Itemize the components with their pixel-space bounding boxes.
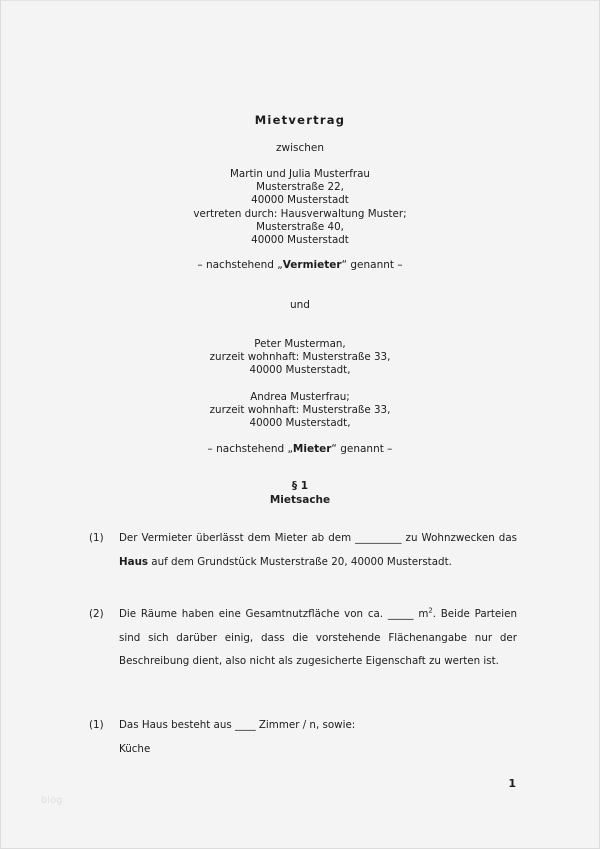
between-label: zwischen: [275, 142, 325, 154]
landlord-address-line: Musterstraße 40,: [256, 220, 344, 233]
landlord-address-line: Musterstraße 22,: [256, 181, 344, 194]
section-number: § 1: [291, 480, 309, 492]
clause-2: [89, 603, 517, 674]
tenant-designation-prefix: – nachstehend „: [207, 443, 293, 455]
landlord-designation-term: Vermieter: [282, 259, 342, 271]
clause-2-number: (2): [89, 608, 104, 620]
tenant-designation-term: Mieter: [292, 443, 332, 455]
tenant-2-address-line: zurzeit wohnhaft: Musterstraße 33,: [209, 404, 391, 417]
section-heading: [1, 480, 599, 507]
watermark: blog: [41, 795, 63, 806]
clause-2-text: [119, 603, 517, 674]
clause-3: [89, 714, 517, 738]
clause-1-text-after: auf dem Grundstück Musterstraße 20, 40000 Musterstadt.: [148, 555, 452, 568]
section-title: Mietsache: [269, 493, 331, 506]
tenant-2-address-line: 40000 Musterstadt,: [249, 417, 351, 430]
clause-1-bold-term: Haus: [119, 555, 149, 568]
list-item: Küche: [119, 743, 151, 755]
page-number: 1: [508, 777, 516, 790]
landlord-designation: [1, 259, 599, 271]
landlord-address-line: vertreten durch: Hausverwaltung Muster;: [193, 207, 407, 220]
clause-1-text: [119, 527, 517, 574]
tenant-1-address-line: Peter Musterman,: [254, 338, 346, 350]
clause-1: [89, 527, 517, 574]
landlord-address-line: 40000 Musterstadt: [251, 194, 349, 207]
landlord-address-block: [1, 168, 599, 247]
document-title: Mietvertrag: [254, 113, 346, 127]
tenant-2-address-block: [1, 391, 599, 431]
landlord-address-line: Martin und Julia Musterfrau: [230, 168, 370, 180]
clause-3-text: Das Haus besteht aus ____ Zimmer / n, sowie:: [119, 719, 356, 731]
landlord-address-line: 40000 Musterstadt: [251, 234, 349, 247]
tenant-2-address-line: Andrea Musterfrau;: [250, 391, 350, 403]
tenant-1-address-block: [1, 338, 599, 378]
clause-3-number: (1): [89, 719, 104, 731]
landlord-designation-suffix: “ genannt –: [341, 259, 403, 271]
clause-2-superscript: 2: [428, 606, 433, 615]
tenant-designation: [1, 443, 599, 455]
tenant-designation-suffix: “ genannt –: [331, 443, 393, 455]
landlord-designation-prefix: – nachstehend „: [197, 259, 283, 271]
tenant-1-address-line: 40000 Musterstadt,: [249, 364, 351, 377]
clause-2-text-part-1: Die Räume haben eine Gesamtnutzfläche von ca. _____ m: [119, 608, 429, 620]
tenant-1-address-line: zurzeit wohnhaft: Musterstraße 33,: [209, 351, 391, 364]
conjunction-label: und: [290, 299, 310, 311]
document-sheet: [1, 1, 599, 848]
clause-2-text-part-2: . Beide Parteien sind sich darüber einig, dass die vorstehende Flächenangabe nur der Beschreibung dient, also nicht als zugesicherte Eigenschaft zu werten ist.: [119, 608, 517, 667]
clause-1-number: (1): [89, 532, 104, 544]
clause-1-text-before: Der Vermieter überlässt dem Mieter ab dem _________ zu Wohnzwecken das: [119, 532, 517, 544]
